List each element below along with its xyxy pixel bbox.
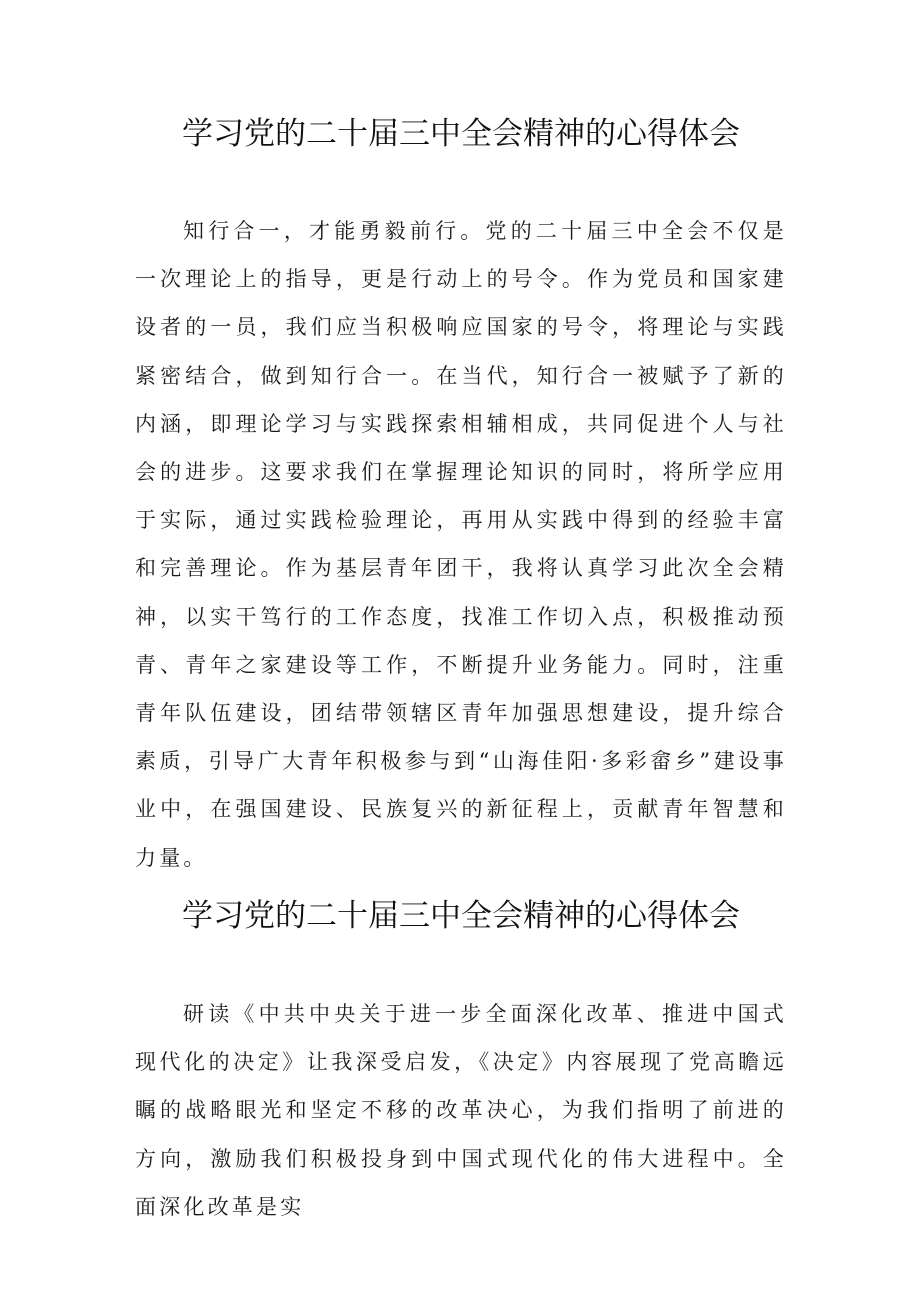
section-title: 学习党的二十届三中全会精神的心得体会	[182, 116, 740, 152]
section-title: 学习党的二十届三中全会精神的心得体会	[182, 898, 740, 934]
article-section-1	[135, 108, 787, 882]
article-section-2	[135, 890, 787, 1231]
section-paragraph: 知行合一，才能勇毅前行。党的二十届三中全会不仅是一次理论上的指导，更是行动上的号令。作为党员和国家建设者的一员，我们应当积极响应国家的号令，将理论与实践紧密结合，做到知行合一。在当代，知行合一被赋予了新的内涵，即理论学习与实践探索相辅相成，共同促进个人与社会的进步。这要求我们在掌握理论知识的同时，将所学应用于实际，通过实践检验理论，再用从实践中得到的经验丰富和完善理论。作为基层青年团干，我将认真学习此次全会精神，以实干笃行的工作态度，找准工作切入点，积极推动预青、青年之家建设等工作，不断提升业务能力。同时，注重青年队伍建设，团结带领辖区青年加强思想建设，提升综合素质，引导广大青年积极参与到“山海佳阳·多彩畲乡”建设事业中，在强国建设、民族复兴的新征程上，贡献青年智慧和力量。	[135, 219, 787, 870]
section-paragraph: 研读《中共中央关于进一步全面深化改革、推进中国式现代化的决定》让我深受启发，《决定》内容展现了党高瞻远瞩的战略眼光和坚定不移的改革决心，为我们指明了前进的方向，激励我们积极投身到中国式现代化的伟大进程中。全面深化改革是实	[135, 1002, 787, 1219]
